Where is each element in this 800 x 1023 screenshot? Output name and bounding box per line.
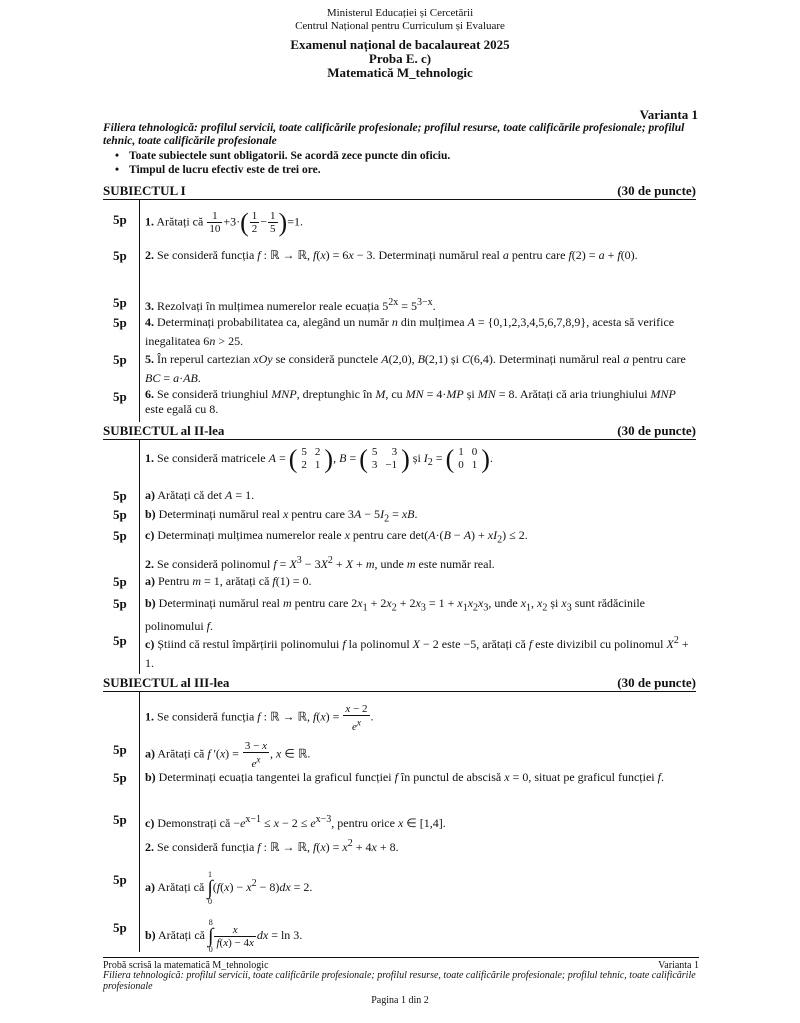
score-label: 5p: [113, 920, 127, 935]
section-2-header: SUBIECTUL al II-lea (30 de puncte): [103, 423, 696, 438]
score-label: 5p: [113, 507, 127, 522]
score-label: 5p: [113, 596, 127, 611]
score-label: 5p: [113, 812, 127, 827]
score-label: 5p: [113, 633, 127, 648]
section-1-header: SUBIECTUL I (30 de puncte): [103, 183, 696, 198]
page-number: Pagina 1 din 2: [371, 995, 429, 1006]
ministry-line: Ministerul Educației și Cercetării: [326, 7, 474, 19]
section-3-header: SUBIECTUL al III-lea (30 de puncte): [103, 675, 696, 690]
footer-filiera: Filiera tehnologică: profilul servicii, toate calificările profesionale; profilul resurse, toate calificările profesionale; profilul tehnic, toate calificările profesionale: [103, 970, 696, 992]
exam-page: Ministerul Educației și Cercetării Centrul Național pentru Curriculum și Evaluare Examenul național de bacalaureat 2025 Proba E. c) Matematică M_tehnologic Varianta 1 Filiera tehnologică: profilul servicii, toate calificările profesionale; profilul resurse, toate calificările profesionale; profilul tehnic, toate calificările profesionale • Toate subiectele sunt obligatorii. Se acordă zece puncte din oficiu. • Timpul de lucru efectiv este de trei ore. SUBIECTUL I (30 de puncte) 5p 1. Arătați că $\frac{1}{10}$ +3·( $\frac{1}{2}$ − $\frac{1}{5}$ )=1. 5p 2. Se consideră funcția f : ℝ → ℝ, f(x) = 6x − 3. Determinați numărul real a pentru care f(2) = a + f(0). 5p 3. Rezolvați în mulțimea numerelor reale ecuația $5^{2x} = 5^{3-x}$. 5p 4. Determinați probabilitatea ca, alegând un număr n din mulțimea A = {0,1,2,3,4,5,6,7,8,9}, acesta să verifice inegalitatea 6n > 25. 5p 5. În reperul cartezian xOy se consideră punctele A(2,0), B(2,1) și C(6,4). Determinați numărul real a pentru care BC = a·AB. 5p 6. Se consideră triunghiul MNP, dreptunghic în M, cu MN = 4·MP și MN = 8. Arătați că aria triunghiului MNP este egală cu 8. SUBIECTUL al II-lea (30 de puncte) 1. Se consideră matricele A = ( 5 2 2 1 ), B = ( 5 3 3 −1 ) și $I_2$ = ( 1 0 0 1 ). 5p a) Arătați că det A = 1. 5p b) Determinați numărul real x pentru care $3A - 5I_2$ = xB. 5p c) Determinați mulțimea numerelor reale x pentru care $\det(A\cdot(B - A) + xI_2) \le 2$. 2. Se consideră polinomul $f = X^3 - 3X^2 + X + m$, unde m este număr real. 5p a) Pentru m = 1, arătați că f(1) = 0. 5p b) Determinați numărul real m pentru care $2x_1 + 2x_2 + 2x_3 = 1 + x_1x_2x_3$, unde $x_1$, $x_2$ și $x_3$ sunt rădăcinile polinomului f. 5p c) Știind că restul împărțirii polinomului f la polinomul X − 2 este −5, arătați că f este divizibil cu polinomul $X^2 + 1$. SUBIECTUL al III-lea (30 de puncte) 1. Se consideră funcția f : ℝ → ℝ, f(x) = $\frac{x - 2}{e^x}$ . 5p a) Arătați că f '(x) = $\frac{3 - x}{e^x}$ , x ∈ ℝ. 5p b) Determinați ecuația tangentei la graficul funcției f în punctul de abscisă x = 0, situat pe graficul funcției f. 5p c) Demonstrați că $-e^{x-1} \le x - 2 \le e^{x-3}$, pentru orice x ∈ [1,4]. 2. Se consideră funcția f : ℝ → ℝ, $f(x) = x^2 + 4x + 8$. 5p a) Arătați că 1 ∫ 0 $(f(x) - x^2 - 8)dx = 2$. 5p b) Arătați că 8 ∫ 0 $\frac{x}{f(x) - 4x}$ dx = ln 3. Probă scrisă la matematică M_tehnologic Varianta 1 Filiera tehnologică: profilul servicii, toate calificările profesionale; profilul resurse, toate calificările profesionale; profilul tehnic, toate calificările profesionale Pagina 1 din 2: [0, 0, 800, 1023]
exam-title: Examenul național de bacalaureat 2025: [290, 37, 510, 52]
score-label: 5p: [113, 295, 127, 310]
score-label: 5p: [113, 212, 127, 227]
score-label: 5p: [113, 872, 127, 887]
rule-1: • Toate subiectele sunt obligatorii. Se acordă zece puncte din oficiu.: [115, 150, 451, 162]
score-label: 5p: [113, 315, 127, 330]
footer-right: Varianta 1: [658, 960, 699, 971]
rule-2: • Timpul de lucru efectiv este de trei ore.: [115, 164, 321, 176]
section-2-divider: [139, 440, 140, 674]
score-label: 5p: [113, 742, 127, 757]
score-label: 5p: [113, 389, 127, 404]
proba-title: Proba E. c): [368, 51, 432, 66]
score-label: 5p: [113, 248, 127, 263]
center-line: Centrul Național pentru Curriculum și Evaluare: [295, 20, 505, 32]
subject-title: Matematică M_tehnologic: [327, 65, 473, 80]
score-label: 5p: [113, 770, 127, 785]
varianta-label: Varianta 1: [639, 107, 698, 122]
score-label: 5p: [113, 574, 127, 589]
footer-left: Probă scrisă la matematică M_tehnologic: [103, 960, 269, 971]
score-label: 5p: [113, 488, 127, 503]
filiera-text: Filiera tehnologică: profilul servicii, toate calificările profesionale; profilul resurse, toate calificările profesionale; profilul tehnic, toate calificările profesionale: [103, 122, 685, 147]
score-label: 5p: [113, 528, 127, 543]
section-1-divider: [139, 200, 140, 422]
score-label: 5p: [113, 352, 127, 367]
footer-line: [103, 957, 699, 971]
section-3-divider: [139, 692, 140, 952]
